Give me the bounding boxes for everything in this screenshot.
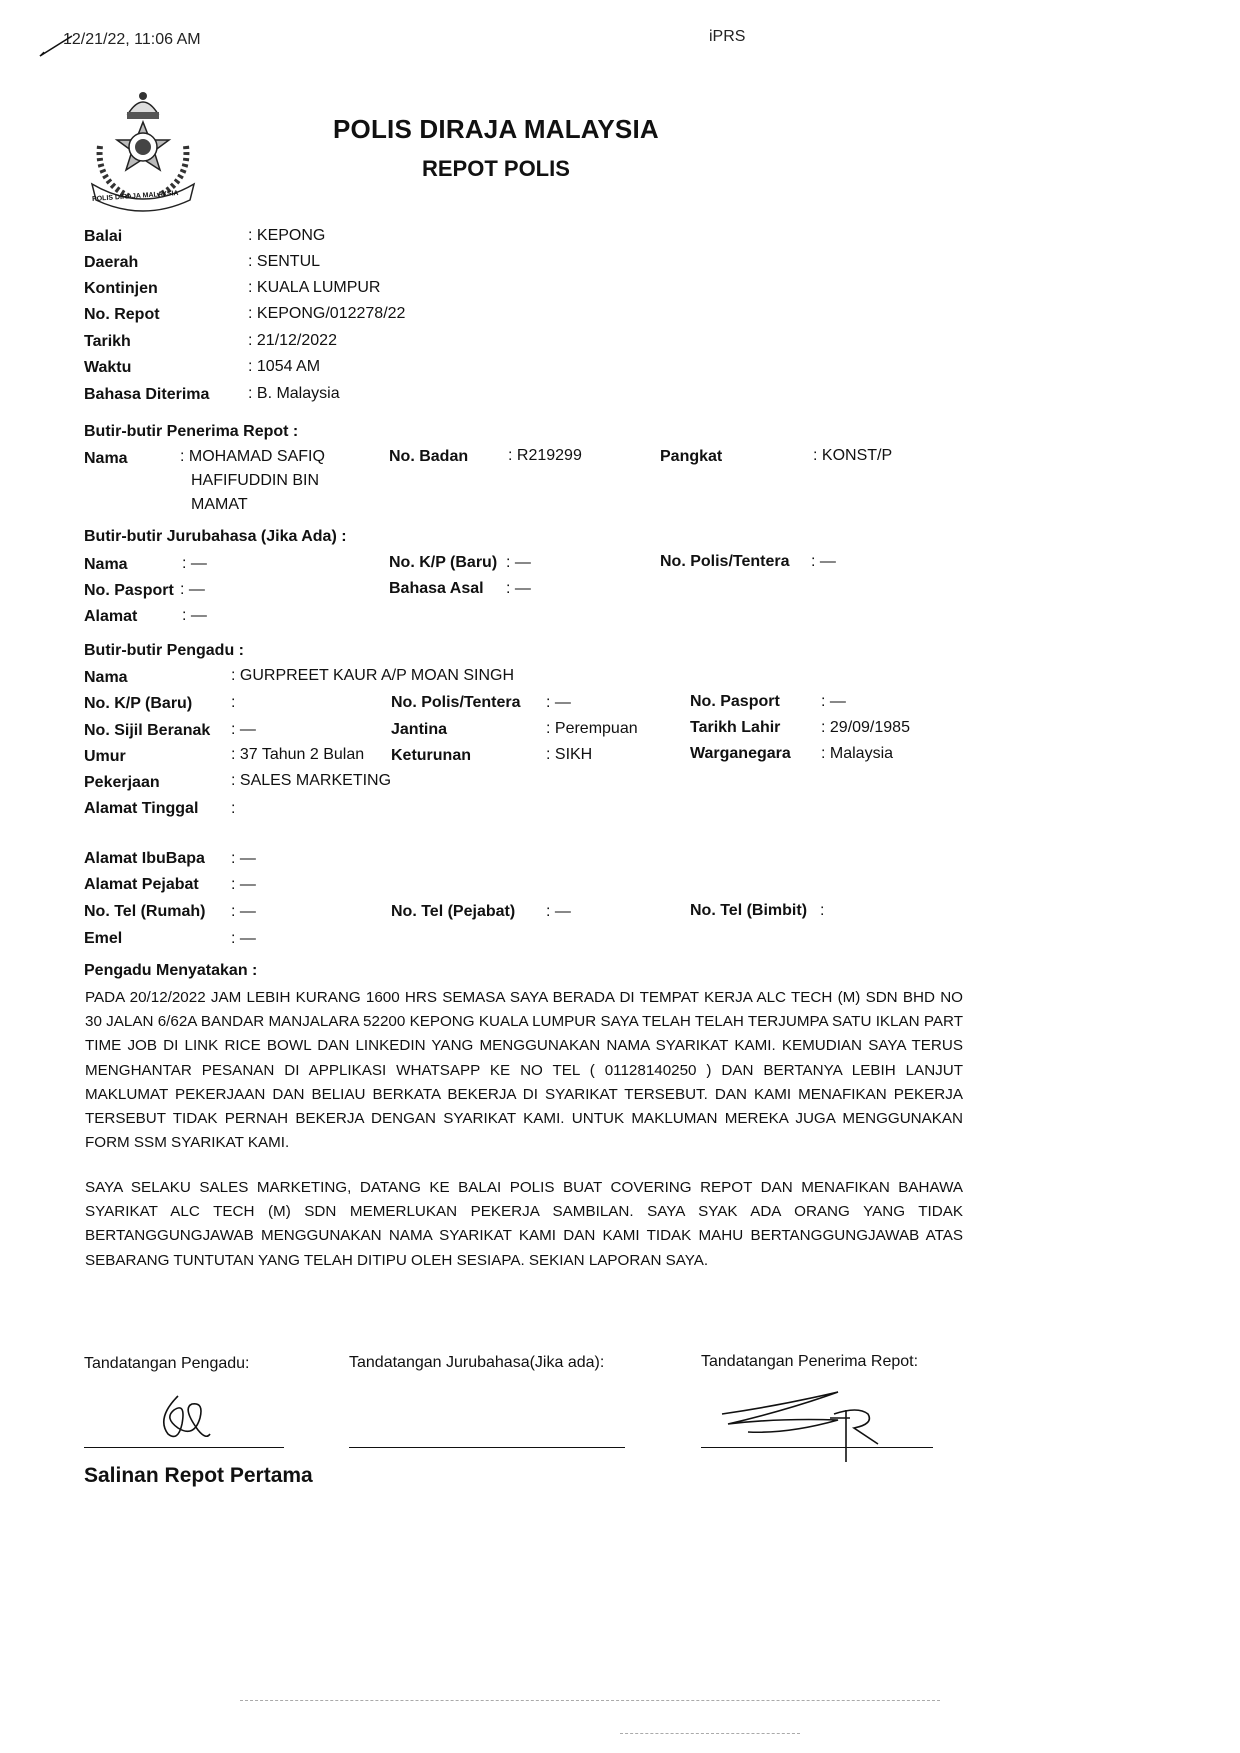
pengadu-polis-label: No. Polis/Tentera bbox=[391, 694, 521, 711]
pengadu-jantina-label: Jantina bbox=[391, 721, 448, 738]
signature-label-penerima: Tandatangan Penerima Repot: bbox=[701, 1353, 919, 1370]
statement-paragraph-1: PADA 20/12/2022 JAM LEBIH KURANG 1600 HRS SEMASA SAYA BERADA DI TEMPAT KERJA ALC TECH (M) SDN BHD NO 30 JALAN 6/62A BANDAR MANJALARA 52200 KEPONG KUALA LUMPUR SAYA TELAH TELAH TERJUMPA SATU IKLAN PART TIME JOB DI LINK RICE BOWL DAN LINKEDIN YANG MENGGUNAKAN NAMA SYARIKAT KAMI. KEMUDIAN SAYA TERUS MENGHANTAR PESANAN DI APPLIKASI WHATSAPP KE NO TEL ( 01128140250 ) DAN BERTANYA LEBIH LANJUT MAKLUMAT PEKERJAAN DAN BELIAU BERKATA BEKERJA DI SYARIKAT TERSEBUT. DAN KAMI MENAFIKAN PEKERJA TERSEBUT TIDAK PERNAH BEKERJA DENGAN SYARIKAT KAMI. UNTUK MAKLUMAN MEREKA JUGA MENGGUNAKAN FORM SSM SYARIKAT KAMI. bbox=[85, 989, 963, 1152]
copy-label: Salinan Repot Pertama bbox=[84, 1464, 313, 1487]
penerima-pangkat-label: Pangkat bbox=[660, 448, 723, 465]
info-value-daerah: : SENTUL bbox=[248, 253, 321, 270]
info-label-waktu: Waktu bbox=[84, 359, 132, 376]
signature-line-pengadu bbox=[84, 1447, 284, 1448]
pengadu-keturunan-label: Keturunan bbox=[391, 747, 471, 764]
penerima-nama-line-2: HAFIFUDDIN BIN bbox=[191, 472, 319, 489]
jurubahasa-kp-label: No. K/P (Baru) bbox=[389, 554, 498, 571]
pengadu-tinggal-value: : bbox=[231, 800, 236, 817]
pengadu-ibubapa-value: : — bbox=[231, 850, 256, 867]
jurubahasa-alamat-label: Alamat bbox=[84, 608, 138, 625]
jurubahasa-nama-value: : — bbox=[182, 555, 207, 572]
info-value-tarikh: : 21/12/2022 bbox=[248, 332, 337, 349]
page-subtitle: REPOT POLIS bbox=[422, 156, 570, 181]
pengadu-tinggal-label: Alamat Tinggal bbox=[84, 800, 199, 817]
penerima-badan-value: : R219299 bbox=[508, 447, 582, 464]
pengadu-polis-value: : — bbox=[546, 694, 571, 711]
penerima-pangkat-value: : KONST/P bbox=[813, 447, 893, 464]
pengadu-keturunan-value: : SIKH bbox=[546, 746, 593, 763]
info-value-no-repot: : KEPONG/012278/22 bbox=[248, 305, 406, 322]
app-name: iPRS bbox=[709, 28, 746, 45]
pengadu-warga-value: : Malaysia bbox=[821, 745, 894, 762]
pengadu-pejabat-value: : — bbox=[231, 876, 256, 893]
crest-ribbon-text: POLIS DIRAJA MALAYSIA bbox=[91, 189, 179, 204]
jurubahasa-nama-label: Nama bbox=[84, 556, 128, 573]
pengadu-lahir-label: Tarikh Lahir bbox=[690, 719, 781, 736]
jurubahasa-pasport-label: No. Pasport bbox=[84, 582, 174, 599]
pengadu-sijil-label: No. Sijil Beranak bbox=[84, 722, 211, 739]
page-title: POLIS DIRAJA MALAYSIA bbox=[333, 114, 659, 144]
info-value-bahasa: : B. Malaysia bbox=[248, 385, 340, 402]
info-label-balai: Balai bbox=[84, 228, 123, 245]
jurubahasa-pasport-value: : — bbox=[180, 581, 205, 598]
pengadu-signature-mark bbox=[148, 1388, 218, 1448]
pengadu-warga-label: Warganegara bbox=[690, 745, 791, 762]
info-value-kontinjen: : KUALA LUMPUR bbox=[248, 279, 381, 296]
pengadu-emel-label: Emel bbox=[84, 930, 123, 947]
pengadu-nama-label: Nama bbox=[84, 669, 128, 686]
pengadu-ibubapa-label: Alamat IbuBapa bbox=[84, 850, 205, 867]
signature-label-pengadu: Tandatangan Pengadu: bbox=[84, 1355, 250, 1372]
jurubahasa-alamat-value: : — bbox=[182, 607, 207, 624]
penerima-nama-line-1: : MOHAMAD SAFIQ bbox=[180, 448, 325, 465]
pengadu-telbimbit-value: : bbox=[820, 902, 825, 919]
pengadu-umur-label: Umur bbox=[84, 748, 126, 765]
section-pengadu-heading: Butir-butir Pengadu : bbox=[84, 642, 244, 659]
info-label-tarikh: Tarikh bbox=[84, 333, 131, 350]
jurubahasa-polis-label: No. Polis/Tentera bbox=[660, 553, 790, 570]
jurubahasa-polis-value: : — bbox=[811, 553, 836, 570]
jurubahasa-bahasa-value: : — bbox=[506, 580, 531, 597]
signature-label-jurubahasa: Tandatangan Jurubahasa(Jika ada): bbox=[349, 1354, 605, 1371]
pengadu-pekerjaan-label: Pekerjaan bbox=[84, 774, 160, 791]
pengadu-pasport-value: : — bbox=[821, 693, 846, 710]
statement-paragraph-2: SAYA SELAKU SALES MARKETING, DATANG KE BALAI POLIS BUAT COVERING REPOT DAN MENAFIKAN BAHAWA SYARIKAT ALC TECH (M) SDN MEMERLUKAN PEKERJA SAMBILAN. SAYA SYAK ADA ORANG YANG TIDAK BERTANGGUNGJAWAB MENGGUNAKAN NAMA SYARIKAT KAMI DAN KAMI TIDAK MAHU BERTANGGUNGJAWAB ATAS SEBARANG TUNTUTAN YANG TELAH DITIPU OLEH SESIAPA. SEKIAN LAPORAN SAYA. bbox=[85, 1179, 963, 1269]
jurubahasa-bahasa-label: Bahasa Asal bbox=[389, 580, 484, 597]
scan-artifact-line bbox=[620, 1733, 800, 1734]
pengadu-pejabat-label: Alamat Pejabat bbox=[84, 876, 199, 893]
print-datetime: 12/21/22, 11:06 AM bbox=[63, 31, 201, 48]
pengadu-kp-label: No. K/P (Baru) bbox=[84, 695, 193, 712]
pengadu-telpejabat-label: No. Tel (Pejabat) bbox=[391, 903, 516, 920]
section-penerima-heading: Butir-butir Penerima Repot : bbox=[84, 423, 299, 440]
pengadu-umur-value: : 37 Tahun 2 Bulan bbox=[231, 746, 365, 763]
section-jurubahasa-heading: Butir-butir Jurubahasa (Jika Ada) : bbox=[84, 528, 347, 545]
info-label-kontinjen: Kontinjen bbox=[84, 280, 158, 297]
info-value-balai: : KEPONG bbox=[248, 227, 326, 244]
pengadu-telbimbit-label: No. Tel (Bimbit) bbox=[690, 902, 808, 919]
signature-line-jurubahasa bbox=[349, 1447, 625, 1448]
pengadu-emel-value: : — bbox=[231, 930, 256, 947]
pengadu-telrumah-value: : — bbox=[231, 903, 256, 920]
pen-mark-icon bbox=[38, 32, 78, 60]
pengadu-pasport-label: No. Pasport bbox=[690, 693, 780, 710]
penerima-badan-label: No. Badan bbox=[389, 448, 469, 465]
pengadu-telpejabat-value: : — bbox=[546, 903, 571, 920]
pengadu-kp-value: : bbox=[231, 694, 236, 711]
jurubahasa-kp-value: : — bbox=[506, 554, 531, 571]
pengadu-telrumah-label: No. Tel (Rumah) bbox=[84, 903, 206, 920]
pengadu-nama-value: : GURPREET KAUR A/P MOAN SINGH bbox=[231, 667, 515, 684]
info-label-bahasa: Bahasa Diterima bbox=[84, 386, 210, 403]
penerima-nama-label: Nama bbox=[84, 450, 128, 467]
pengadu-sijil-value: : — bbox=[231, 721, 256, 738]
penerima-signature-mark bbox=[718, 1384, 918, 1466]
info-label-no-repot: No. Repot bbox=[84, 306, 160, 323]
statement-heading: Pengadu Menyatakan : bbox=[84, 962, 258, 979]
penerima-nama-line-3: MAMAT bbox=[191, 496, 248, 513]
pengadu-jantina-value: : Perempuan bbox=[546, 720, 638, 737]
pengadu-pekerjaan-value: : SALES MARKETING bbox=[231, 772, 392, 789]
pengadu-lahir-value: : 29/09/1985 bbox=[821, 719, 910, 736]
info-value-waktu: : 1054 AM bbox=[248, 358, 321, 375]
signature-line-penerima bbox=[701, 1447, 933, 1448]
scan-artifact-line bbox=[240, 1700, 940, 1701]
info-label-daerah: Daerah bbox=[84, 254, 139, 271]
